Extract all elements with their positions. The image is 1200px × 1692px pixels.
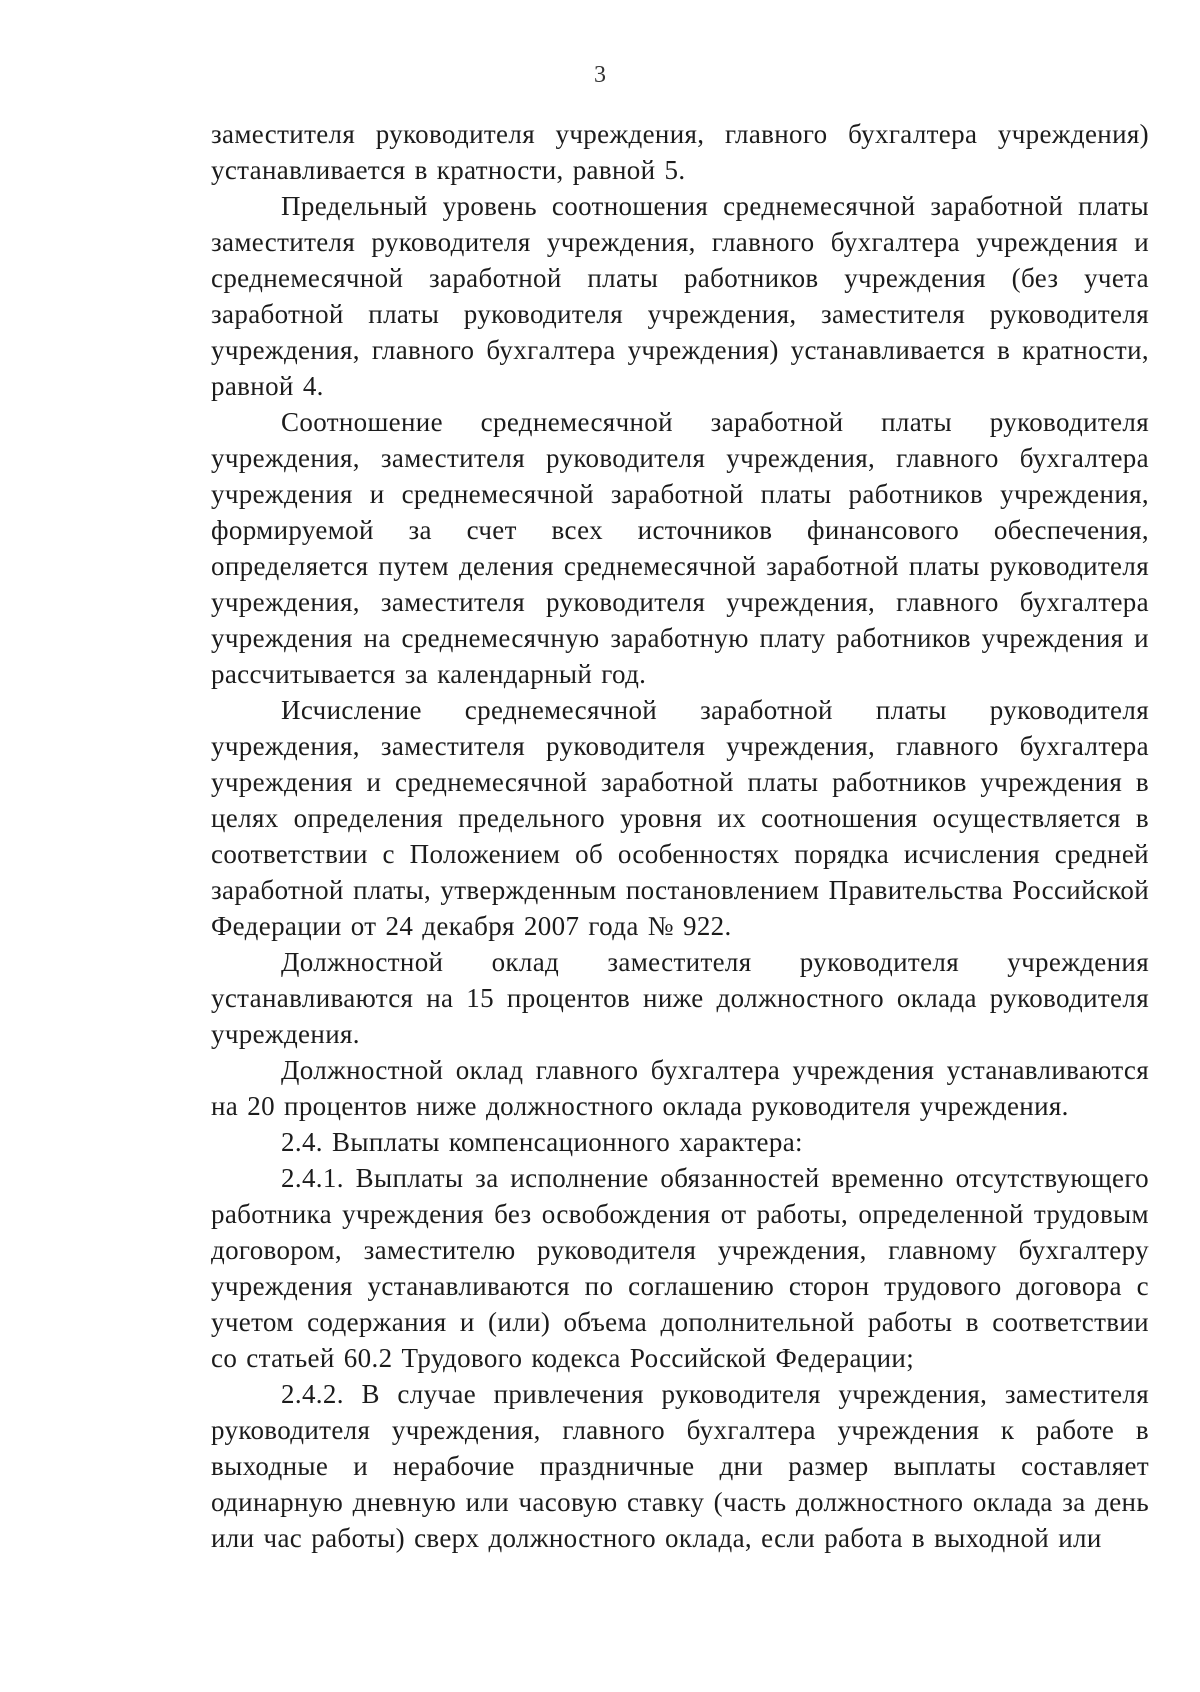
paragraph-calculation: Исчисление среднемесячной заработной платы руководителя учреждения, заместителя руководителя учреждения, главного бухгалтера учреждения и среднемесячной заработной платы работников учреждения в целях определения предельного уровня их соотношения осуществляется в соответствии с Положением об особенностях порядка исчисления средней заработной платы, утвержденным постановлением Правительства Российской Федерации от 24 декабря 2007 года № 922.: [211, 695, 1149, 941]
paragraph-deputy-ratio: Предельный уровень соотношения среднемесячной заработной платы заместителя руководителя учреждения, главного бухгалтера учреждения и среднемесячной заработной платы работников учреждения (без учета заработной платы руководителя учреждения, заместителя руководителя учреждения, главного бухгалтера учреждения) устанавливается в кратности, равной 4.: [211, 191, 1149, 401]
paragraph-ratio-definition: Соотношение среднемесячной заработной платы руководителя учреждения, заместителя руководителя учреждения, главного бухгалтера учреждения и среднемесячной заработной платы работников учреждения, формируемой за счет всех источников финансового обеспечения, определяется путем деления среднемесячной заработной платы руководителя учреждения, заместителя руководителя учреждения, главного бухгалтера учреждения на среднемесячную заработную плату работников учреждения и рассчитывается за календарный год.: [211, 407, 1149, 689]
paragraph-2-4-1: 2.4.1. Выплаты за исполнение обязанностей временно отсутствующего работника учреждения без освобождения от работы, определенной трудовым договором, заместителю руководителя учреждения, главному бухгалтеру учреждения устанавливаются по соглашению сторон трудового договора с учетом содержания и (или) объема дополнительной работы в соответствии со статьей 60.2 Трудового кодекса Российской Федерации;: [211, 1163, 1149, 1373]
paragraph-deputy-salary: Должностной оклад заместителя руководителя учреждения устанавливаются на 15 процентов ниже должностного оклада руководителя учреждения.: [211, 947, 1149, 1049]
section-heading-2-4: 2.4. Выплаты компенсационного характера:: [281, 1127, 803, 1157]
page-number: 3: [594, 62, 606, 88]
document-body: [211, 116, 1149, 1556]
paragraph-accountant-salary: Должностной оклад главного бухгалтера учреждения устанавливаются на 20 процентов ниже должностного оклада руководителя учреждения.: [211, 1055, 1149, 1121]
paragraph-continuation: заместителя руководителя учреждения, главного бухгалтера учреждения) устанавливается в кратности, равной 5.: [211, 119, 1149, 185]
paragraph-2-4-2: 2.4.2. В случае привлечения руководителя учреждения, заместителя руководителя учреждения, главного бухгалтера учреждения к работе в выходные и нерабочие праздничные дни размер выплаты составляет одинарную дневную или часовую ставку (часть должностного оклада за день или час работы) сверх должностного оклада, если работа в выходной или: [211, 1379, 1149, 1553]
